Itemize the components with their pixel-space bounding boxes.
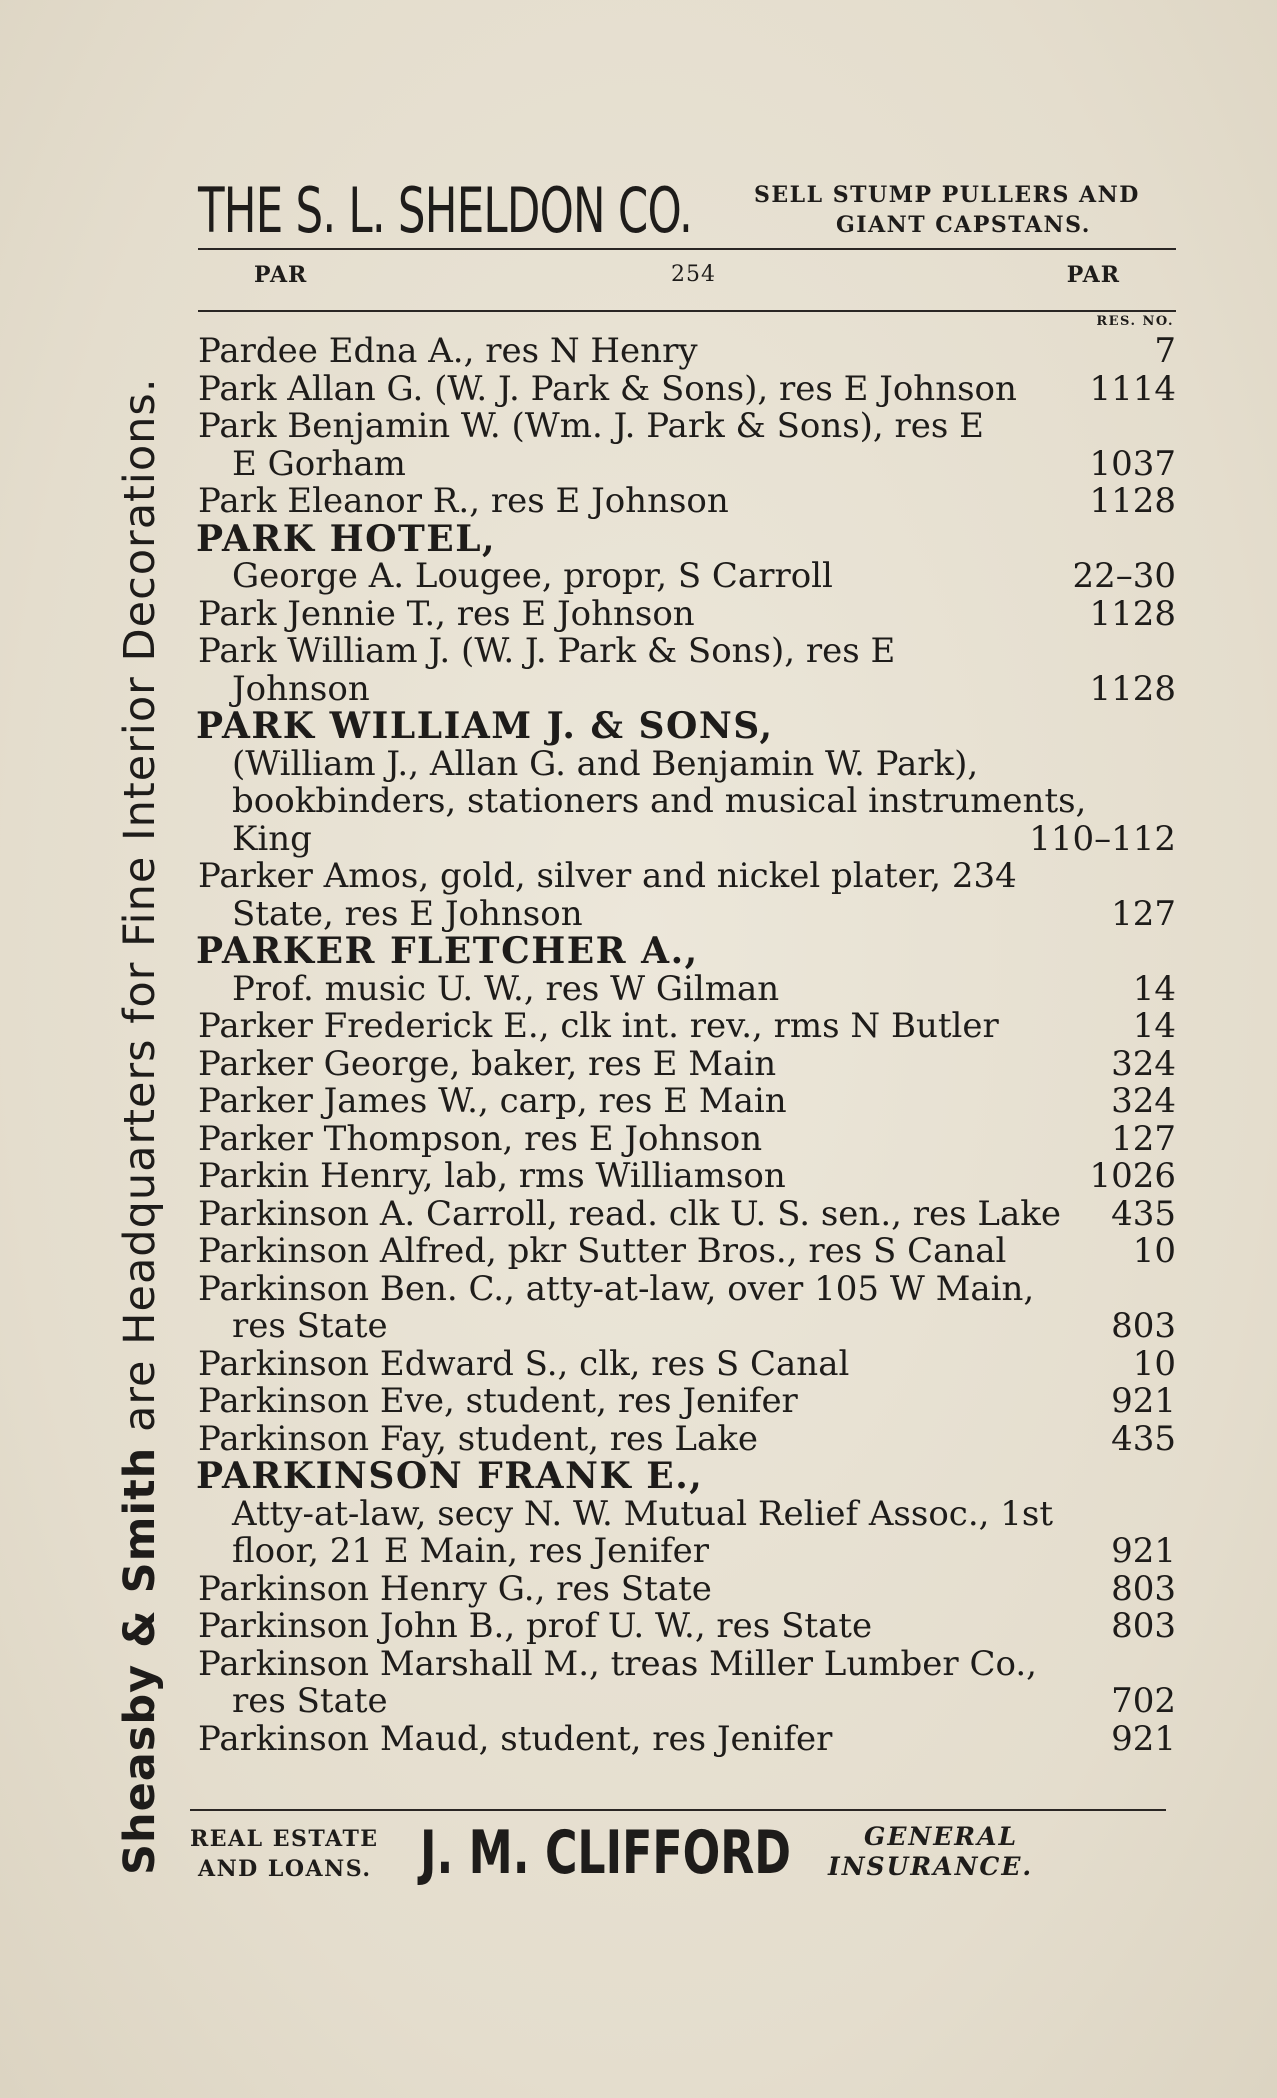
entry-text: Parker James W., carp, res E Main (198, 1081, 787, 1121)
top-ad-slogan (726, 180, 1176, 240)
directory-heading (190, 517, 1176, 560)
directory-heading (190, 1455, 1176, 1497)
directory-heading (190, 930, 1176, 972)
entry-text: State, res E Johnson (232, 893, 583, 934)
residence-number: 1114 (1089, 368, 1176, 409)
residence-number: 110–112 (1029, 818, 1176, 859)
entry-text: floor, 21 E Main, res Jenifer (232, 1531, 710, 1571)
residence-number: 10 (1132, 1343, 1176, 1384)
residence-number: 1128 (1089, 593, 1176, 634)
directory-line (190, 333, 1176, 371)
side-ad-text: are Headquarters for Fine Interior Decorations. (115, 377, 165, 1447)
directory-line (190, 1043, 1176, 1084)
residence-number: 22–30 (1072, 556, 1176, 596)
entry-text: Atty-at-law, secy N. W. Mutual Relief Assoc., 1st (232, 1493, 1053, 1534)
bottom-advertisement (190, 1812, 1176, 1892)
entry-text: Parkin Henry, lab, rms Williamson (198, 1156, 786, 1196)
directory-line (190, 1608, 1176, 1646)
directory-line (190, 1083, 1176, 1121)
entry-text: Parkinson Marshall M., treas Miller Lumber Co., (198, 1643, 1037, 1684)
entry-text: Prof. music U. W., res W Gilman (232, 968, 780, 1009)
entry-text: (William J., Allan G. and Benjamin W. Park), (232, 743, 979, 784)
directory-line (190, 1568, 1176, 1609)
residence-number: 921 (1111, 1531, 1176, 1571)
entry-text: Parkinson A. Carroll, read. clk U. S. sen., res Lake (198, 1193, 1061, 1234)
residence-number: 1128 (1089, 481, 1176, 521)
directory-line (190, 858, 1176, 896)
entry-text: PARK WILLIAM J. & SONS, (196, 705, 774, 747)
entry-text: Parkinson Alfred, pkr Sutter Bros., res S Canal (198, 1231, 1007, 1271)
entry-text: res State (232, 1306, 388, 1346)
directory-line (190, 893, 1176, 934)
entry-text: King (232, 818, 312, 859)
bottom-ad-left (190, 1824, 379, 1884)
directory-line (190, 593, 1176, 634)
side-advertisement (108, 155, 172, 1875)
residence-number: 7 (1154, 331, 1176, 371)
directory-line (190, 1383, 1176, 1421)
entry-text: PARKER FLETCHER A., (196, 930, 699, 972)
residence-number: 435 (1111, 1193, 1176, 1234)
top-advertisement (198, 172, 1176, 252)
directory-line (190, 1308, 1176, 1346)
directory-line (190, 783, 1176, 821)
entry-text: George A. Lougee, propr, S Carroll (232, 556, 833, 596)
entry-text: Parker Amos, gold, silver and nickel plater, 234 (198, 856, 1017, 896)
entry-text: Park Jennie T., res E Johnson (198, 593, 695, 634)
directory-line (190, 1493, 1176, 1534)
residence-number: 702 (1111, 1681, 1176, 1721)
residence-number: 921 (1111, 1718, 1176, 1759)
residence-number: 803 (1111, 1568, 1176, 1609)
residence-number: 803 (1111, 1306, 1176, 1346)
directory-listing (190, 333, 1176, 1758)
top-ad-slogan-line1: SELL STUMP PULLERS AND (754, 182, 1140, 208)
directory-line (190, 1008, 1176, 1046)
bottom-ad-right-line2: INSURANCE. (828, 1852, 1034, 1881)
side-ad-brand: Sheasby & Smith (115, 1446, 165, 1875)
directory-line (190, 368, 1176, 409)
directory-line (190, 558, 1176, 596)
residence-number: 10 (1132, 1231, 1176, 1271)
directory-line (190, 818, 1176, 859)
bottom-ad-right-line1: GENERAL (864, 1822, 1019, 1851)
entry-text: Parkinson Fay, student, res Lake (198, 1418, 759, 1459)
residence-number: 324 (1111, 1043, 1176, 1084)
entry-text: Johnson (232, 668, 370, 709)
directory-line (190, 1158, 1176, 1196)
entry-text: Parkinson Edward S., clk, res S Canal (198, 1343, 850, 1384)
entry-text: Parkinson Ben. C., atty-at-law, over 105 W Main, (198, 1268, 1035, 1309)
top-ad-slogan-line2: GIANT CAPSTANS. (836, 212, 1091, 238)
running-head (198, 262, 1176, 294)
directory-line (190, 1683, 1176, 1721)
directory-line (190, 1418, 1176, 1459)
running-head-rule (198, 310, 1176, 312)
directory-line (190, 1118, 1176, 1159)
page-number: 254 (671, 262, 716, 287)
entry-text: PARKINSON FRANK E., (196, 1455, 704, 1497)
residence-number: 14 (1132, 968, 1176, 1009)
running-head-right: PAR (1066, 262, 1120, 288)
running-head-left: PAR (254, 262, 308, 288)
entry-text: Pardee Edna A., res N Henry (198, 331, 698, 371)
directory-line (190, 1533, 1176, 1571)
entry-text: Park Allan G. (W. J. Park & Sons), res E Johnson (198, 368, 1017, 409)
directory-heading (190, 705, 1176, 747)
directory-line (190, 1643, 1176, 1684)
entry-text: bookbinders, stationers and musical instruments, (232, 781, 1087, 821)
directory-line (190, 668, 1176, 709)
top-ad-rule (198, 248, 1176, 250)
residence-number: 14 (1132, 1006, 1176, 1046)
bottom-ad-left-line1: REAL ESTATE (190, 1826, 379, 1852)
directory-line (190, 1268, 1176, 1309)
entry-text: Parker Thompson, res E Johnson (198, 1118, 763, 1159)
bottom-ad-right (826, 1822, 1176, 1882)
residence-number: 324 (1111, 1081, 1176, 1121)
residence-number: 1037 (1089, 443, 1176, 484)
entry-text: Parker George, baker, res E Main (198, 1043, 777, 1084)
entry-text: E Gorham (232, 443, 406, 484)
entry-text: Park William J. (W. J. Park & Sons), res E (198, 631, 896, 671)
residence-number: 435 (1111, 1418, 1176, 1459)
residence-number: 127 (1111, 1118, 1176, 1159)
entry-text: Park Benjamin W. (Wm. J. Park & Sons), res E (198, 406, 985, 446)
directory-line (190, 483, 1176, 521)
residence-number: 127 (1111, 893, 1176, 934)
bottom-ad-left-line2: AND LOANS. (198, 1856, 372, 1882)
residence-number: 921 (1111, 1381, 1176, 1421)
directory-line (190, 1193, 1176, 1234)
bottom-ad-rule (190, 1809, 1166, 1811)
directory-line (190, 1233, 1176, 1271)
entry-text: Parkinson Henry G., res State (198, 1568, 712, 1609)
entry-text: PARK HOTEL, (196, 517, 497, 560)
residence-number: 1128 (1089, 668, 1176, 709)
entry-text: Parker Frederick E., clk int. rev., rms N Butler (198, 1006, 999, 1046)
top-ad-company: THE S. L. SHELDON CO. (198, 174, 692, 247)
directory-line (190, 633, 1176, 671)
entry-text: Park Eleanor R., res E Johnson (198, 481, 729, 521)
entry-text: res State (232, 1681, 388, 1721)
entry-text: Parkinson John B., prof U. W., res State (198, 1606, 873, 1646)
residence-number: 803 (1111, 1606, 1176, 1646)
directory-line (190, 443, 1176, 484)
directory-line (190, 968, 1176, 1009)
entry-text: Parkinson Maud, student, res Jenifer (198, 1718, 833, 1759)
directory-line (190, 743, 1176, 784)
bottom-ad-name: J. M. CLIFFORD (420, 1818, 792, 1888)
residence-number: 1026 (1089, 1156, 1176, 1196)
entry-text: Parkinson Eve, student, res Jenifer (198, 1381, 798, 1421)
directory-line (190, 1343, 1176, 1384)
directory-line (190, 1718, 1176, 1759)
directory-line (190, 408, 1176, 446)
res-no-label: RES. NO. (1096, 314, 1174, 329)
